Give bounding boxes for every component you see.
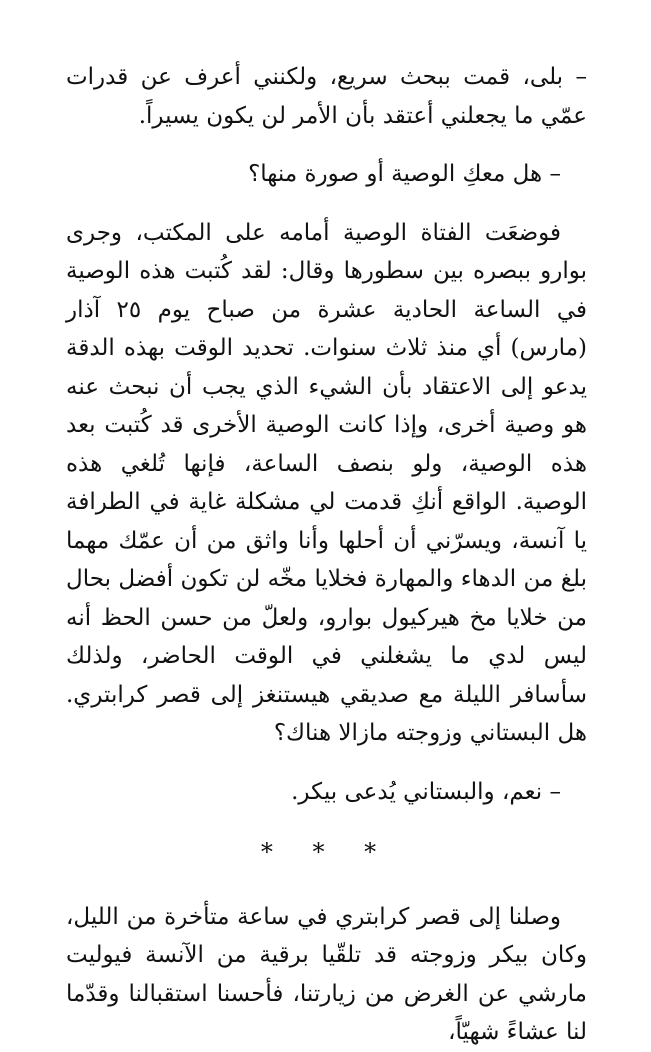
- dialogue-paragraph-1: – بلى، قمت ببحث سريع، ولكنني أعرف عن قدرات عمّي ما يجعلني أعتقد بأن الأمر لن يكون يسيراً.: [66, 64, 587, 129]
- narrative-paragraph-5: وصلنا إلى قصر كرابتري في ساعة متأخرة من الليل، وكان بيكر وزوجته قد تلقّيا برقية من الآنسة فيوليت مارشي عن الغرض من زيارتنا، فأحسنا استقبالنا وقدّما لنا عشاءً شهيّاً،: [66, 903, 587, 1045]
- narrative-paragraph-3: فوضعَت الفتاة الوصية أمامه على المكتب، وجرى بوارو ببصره بين سطورها وقال: لقد كُتبت هذه الوصية في الساعة الحادية عشرة من صباح يوم ٢٥ آذار (مارس) أي منذ ثلاث سنوات. تحديد الوقت بهذه الدقة يدعو إلى الاعتقاد بأن الشيء الذي يجب أن نبحث عنه هو وصية أخرى، وإذا كانت الوصية الأخرى قد كُتبت بعد هذه الوصية، ولو بنصف الساعة، فإنها تُلغي هذه الوصية. الواقع أنكِ قدمت لي مشكلة غاية في الطرافة يا آنسة، ويسرّني أن أحلها وأنا واثق من أن عمّك مهما بلغ من الدهاء والمهارة فخلايا مخّه لن تكون أفضل بحال من خلايا مخ هيركيول بوارو، ولعلّ من حسن الحظ أنه ليس لدي ما يشغلني في الوقت الحاضر، ولذلك سأسافر الليلة مع صديقي هيستنغز إلى قصر كرابتري. هل البستاني وزوجته مازالا هناك؟: [66, 219, 587, 746]
- dialogue-paragraph-2: – هل معكِ الوصية أو صورة منها؟: [248, 161, 561, 187]
- section-separator: * * *: [260, 838, 393, 866]
- dialogue-paragraph-4: – نعم، والبستاني يُدعى بيكر.: [291, 778, 561, 805]
